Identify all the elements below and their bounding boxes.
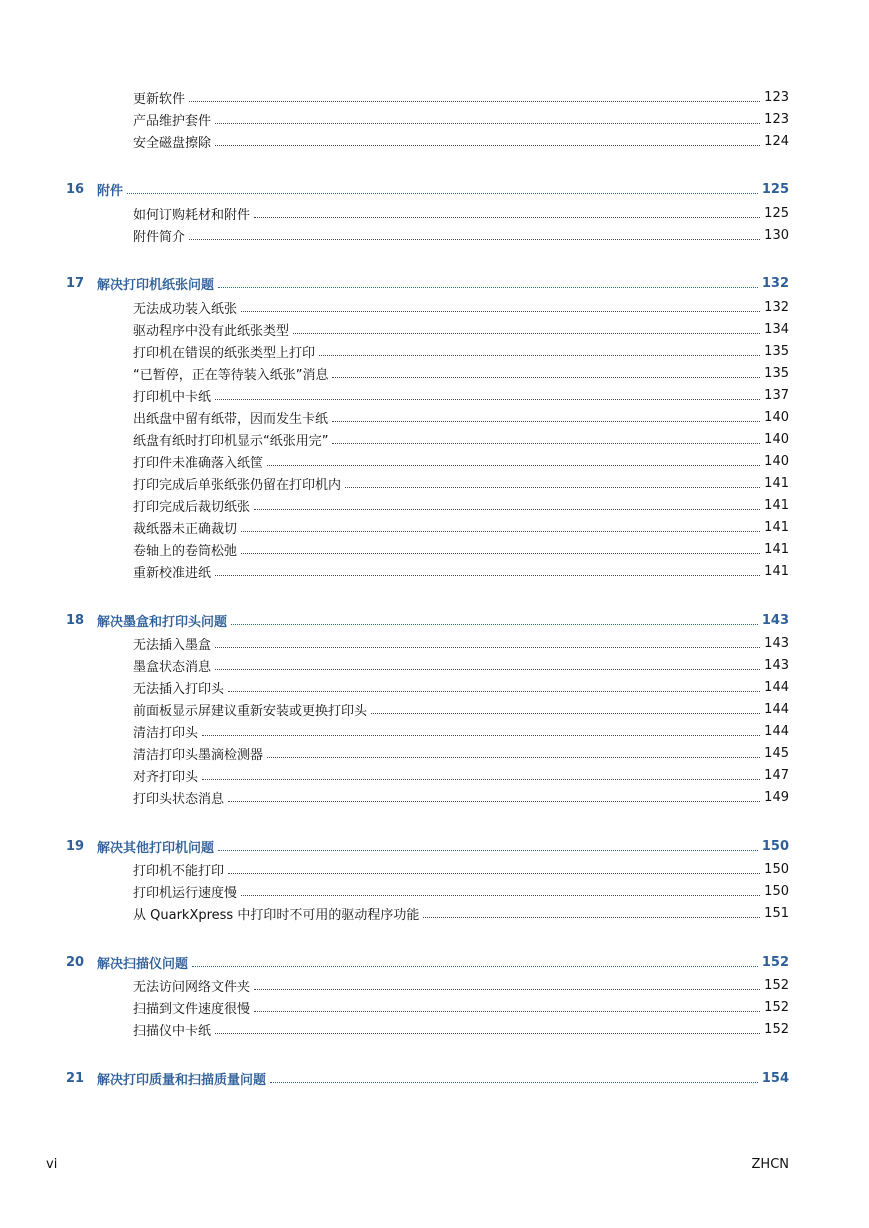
page-number: 140 <box>764 431 789 447</box>
page-number: 134 <box>764 321 789 337</box>
toc-chapter-entry[interactable] <box>0 272 869 294</box>
entry-title: 如何订购耗材和附件 <box>133 207 251 223</box>
dot-leader <box>215 399 760 400</box>
chapter-title: 附件 <box>97 183 124 199</box>
page-number: 141 <box>764 475 789 491</box>
dot-leader <box>267 757 760 758</box>
chapter-title: 解决其他打印机问题 <box>97 840 215 856</box>
dot-leader <box>228 801 760 802</box>
chapter-number: 19 <box>66 838 85 854</box>
entry-title: 打印完成后单张纸张仍留在打印机内 <box>133 477 342 493</box>
page-number: 135 <box>764 343 789 359</box>
toc-entry[interactable] <box>0 996 869 1018</box>
toc-entry[interactable] <box>0 86 869 108</box>
toc-entry[interactable] <box>0 764 869 786</box>
entry-title: 清洁打印头墨滴检测器 <box>133 747 264 763</box>
chapter-title: 解决扫描仪问题 <box>97 956 189 972</box>
dot-leader <box>371 713 760 714</box>
toc-entry[interactable] <box>0 450 869 472</box>
dot-leader <box>423 917 760 918</box>
dot-leader <box>228 691 760 692</box>
toc-entry[interactable] <box>0 428 869 450</box>
dot-leader <box>254 1011 760 1012</box>
page-number: 132 <box>761 275 789 291</box>
toc-entry[interactable] <box>0 362 869 384</box>
dot-leader <box>241 895 760 896</box>
entry-title: 重新校准进纸 <box>133 565 212 581</box>
entry-title: 打印头状态消息 <box>133 791 225 807</box>
dot-leader <box>215 647 760 648</box>
toc-entry[interactable] <box>0 108 869 130</box>
dot-leader <box>254 989 760 990</box>
toc-entry[interactable] <box>0 384 869 406</box>
toc-chapter-entry[interactable] <box>0 178 869 200</box>
chapter-number: 18 <box>66 612 85 628</box>
toc-chapter-entry[interactable] <box>0 1067 869 1089</box>
entry-title: 更新软件 <box>133 91 186 107</box>
page-number: 152 <box>764 977 789 993</box>
page-number: 123 <box>764 111 789 127</box>
dot-leader <box>215 575 760 576</box>
toc-entry[interactable] <box>0 224 869 246</box>
toc-entry[interactable] <box>0 472 869 494</box>
toc-entry[interactable] <box>0 632 869 654</box>
dot-leader <box>215 669 760 670</box>
toc-entry[interactable] <box>0 676 869 698</box>
entry-title: 无法成功装入纸张 <box>133 301 238 317</box>
entry-title: 裁纸器未正确裁切 <box>133 521 238 537</box>
page-number: 152 <box>764 999 789 1015</box>
toc-entry[interactable] <box>0 130 869 152</box>
dot-leader <box>189 239 760 240</box>
chapter-number: 17 <box>66 275 85 291</box>
page-number: 149 <box>764 789 789 805</box>
dot-leader <box>241 531 760 532</box>
entry-title: 无法插入打印头 <box>133 681 225 697</box>
dot-leader <box>215 1033 760 1034</box>
toc-entry[interactable] <box>0 698 869 720</box>
page-number: 141 <box>764 563 789 579</box>
page-number: 144 <box>764 723 789 739</box>
entry-title: 从 QuarkXpress 中打印时不可用的驱动程序功能 <box>133 907 420 923</box>
toc-entry[interactable] <box>0 720 869 742</box>
entry-title: 出纸盘中留有纸带，因而发生卡纸 <box>133 411 329 427</box>
language-code-footer: ZHCN <box>751 1157 789 1172</box>
entry-title: 扫描仪中卡纸 <box>133 1023 212 1039</box>
toc-entry[interactable] <box>0 974 869 996</box>
page-number: 143 <box>764 635 789 651</box>
entry-title: 墨盒状态消息 <box>133 659 212 675</box>
page-number: 130 <box>764 227 789 243</box>
toc-entry[interactable] <box>0 494 869 516</box>
entry-title: 扫描到文件速度很慢 <box>133 1001 251 1017</box>
dot-leader <box>215 145 760 146</box>
page-number: 144 <box>764 679 789 695</box>
dot-leader <box>319 355 760 356</box>
toc-entry[interactable] <box>0 296 869 318</box>
dot-leader <box>254 509 760 510</box>
dot-leader <box>345 487 760 488</box>
toc-entry[interactable] <box>0 786 869 808</box>
entry-title: 产品维护套件 <box>133 113 212 129</box>
page-number: 152 <box>761 954 789 970</box>
chapter-number: 21 <box>66 1070 85 1086</box>
dot-leader <box>189 101 760 102</box>
page-number: 141 <box>764 519 789 535</box>
toc-chapter-entry[interactable] <box>0 609 869 631</box>
dot-leader <box>270 1082 758 1083</box>
toc-entry[interactable] <box>0 202 869 224</box>
entry-title: 安全磁盘擦除 <box>133 135 212 151</box>
chapter-title: 解决打印机纸张问题 <box>97 277 215 293</box>
dot-leader <box>202 735 760 736</box>
toc-entry[interactable] <box>0 1018 869 1040</box>
dot-leader <box>293 333 760 334</box>
page-number: 140 <box>764 453 789 469</box>
page-number: 147 <box>764 767 789 783</box>
toc-entry[interactable] <box>0 742 869 764</box>
page-number-footer: vi <box>46 1157 58 1172</box>
page-number: 143 <box>761 612 789 628</box>
dot-leader <box>332 421 760 422</box>
page-number: 135 <box>764 365 789 381</box>
page-number: 150 <box>764 883 789 899</box>
dot-leader <box>202 779 760 780</box>
dot-leader <box>228 873 760 874</box>
toc-chapter-entry[interactable] <box>0 951 869 973</box>
page-number: 125 <box>764 205 789 221</box>
page-number: 140 <box>764 409 789 425</box>
entry-title: 打印机运行速度慢 <box>133 885 238 901</box>
entry-title: 前面板显示屏建议重新安装或更换打印头 <box>133 703 368 719</box>
page-number: 125 <box>761 181 789 197</box>
dot-leader <box>218 850 758 851</box>
page-number: 143 <box>764 657 789 673</box>
page-number: 150 <box>764 861 789 877</box>
page-number: 152 <box>764 1021 789 1037</box>
page-number: 137 <box>764 387 789 403</box>
entry-title: 打印机不能打印 <box>133 863 225 879</box>
dot-leader <box>192 966 758 967</box>
page-number: 141 <box>764 541 789 557</box>
entry-title: 清洁打印头 <box>133 725 199 741</box>
entry-title: 打印完成后裁切纸张 <box>133 499 251 515</box>
chapter-title: 解决墨盒和打印头问题 <box>97 614 228 630</box>
toc-entry[interactable] <box>0 902 869 924</box>
toc-entry[interactable] <box>0 340 869 362</box>
page-number: 123 <box>764 89 789 105</box>
dot-leader <box>127 193 758 194</box>
page-number: 144 <box>764 701 789 717</box>
entry-title: 无法访问网络文件夹 <box>133 979 251 995</box>
toc-entry[interactable] <box>0 880 869 902</box>
dot-leader <box>215 123 760 124</box>
page-number: 145 <box>764 745 789 761</box>
page-number: 151 <box>764 905 789 921</box>
page-number: 154 <box>761 1070 789 1086</box>
toc-entry[interactable] <box>0 406 869 428</box>
dot-leader <box>241 553 760 554</box>
dot-leader <box>267 465 760 466</box>
toc-entry[interactable] <box>0 654 869 676</box>
dot-leader <box>332 377 760 378</box>
entry-title: 附件简介 <box>133 229 186 245</box>
toc-entry[interactable] <box>0 538 869 560</box>
toc-entry[interactable] <box>0 516 869 538</box>
page-number: 141 <box>764 497 789 513</box>
dot-leader <box>332 443 760 444</box>
dot-leader <box>241 311 760 312</box>
entry-title: 打印机中卡纸 <box>133 389 212 405</box>
entry-title: 打印机在错误的纸张类型上打印 <box>133 345 316 361</box>
entry-title: 打印件未准确落入纸筐 <box>133 455 264 471</box>
dot-leader <box>254 217 760 218</box>
toc-chapter-entry[interactable] <box>0 835 869 857</box>
toc-entry[interactable] <box>0 858 869 880</box>
toc-entry[interactable] <box>0 318 869 340</box>
page-number: 124 <box>764 133 789 149</box>
page-number: 132 <box>764 299 789 315</box>
entry-title: 对齐打印头 <box>133 769 199 785</box>
chapter-title: 解决打印质量和扫描质量问题 <box>97 1072 267 1088</box>
entry-title: 卷轴上的卷筒松弛 <box>133 543 238 559</box>
chapter-number: 20 <box>66 954 85 970</box>
entry-title: “已暂停，正在等待装入纸张”消息 <box>133 367 329 383</box>
entry-title: 无法插入墨盒 <box>133 637 212 653</box>
entry-title: 驱动程序中没有此纸张类型 <box>133 323 290 339</box>
dot-leader <box>231 624 758 625</box>
page-number: 150 <box>761 838 789 854</box>
dot-leader <box>218 287 758 288</box>
chapter-number: 16 <box>66 181 85 197</box>
toc-entry[interactable] <box>0 560 869 582</box>
entry-title: 纸盘有纸时打印机显示“纸张用完” <box>133 433 329 449</box>
